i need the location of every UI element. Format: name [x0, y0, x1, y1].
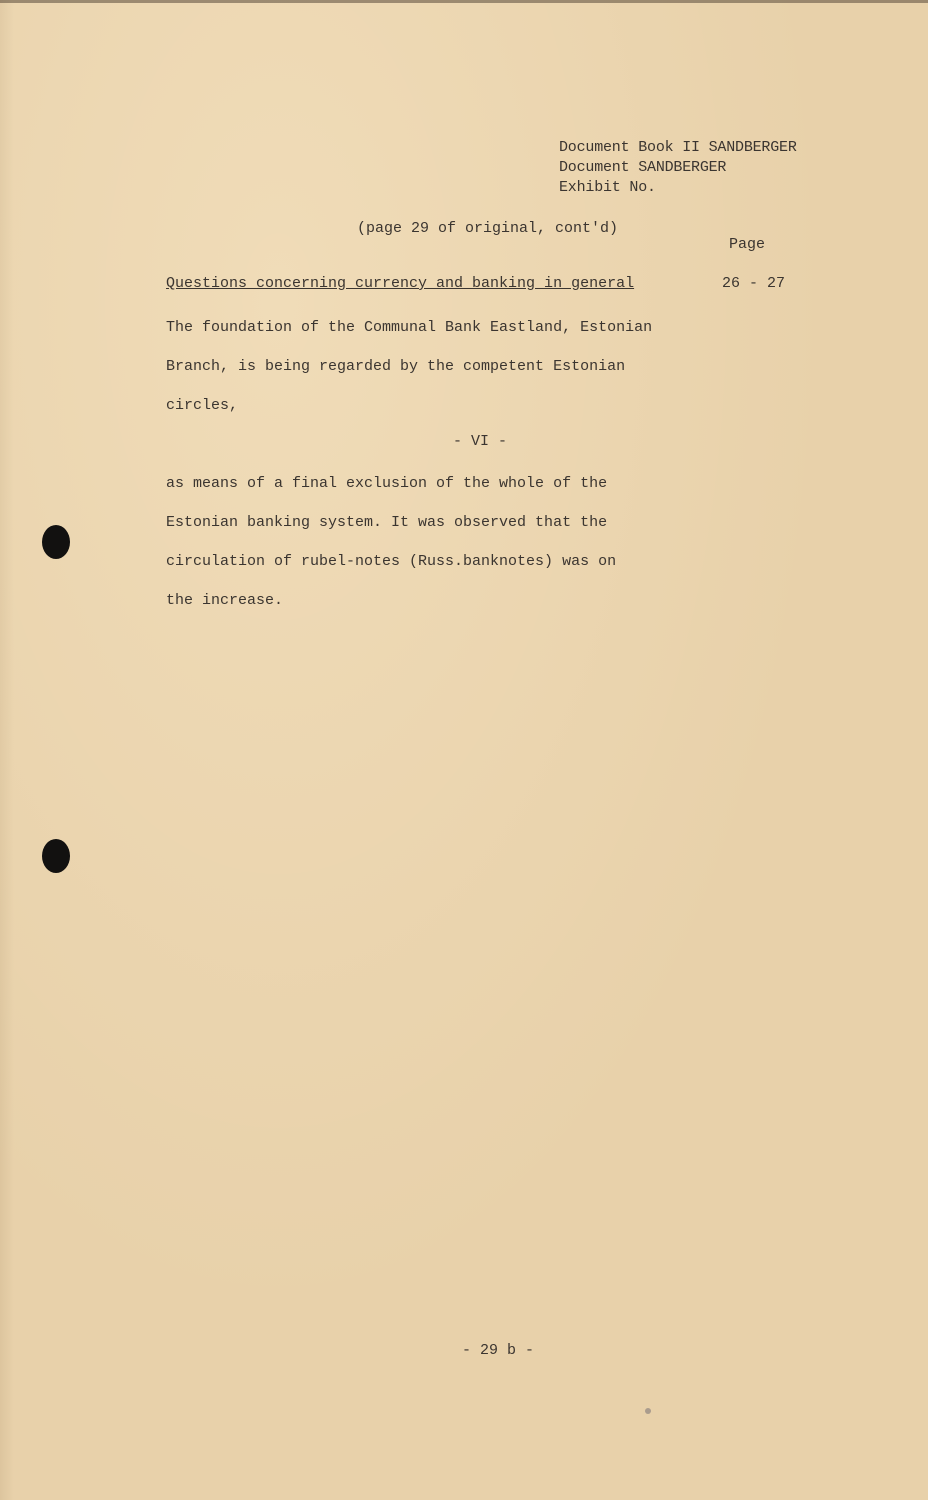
paragraph-line: Branch, is being regarded by the competent Estonian	[166, 358, 626, 375]
continuation-note: (page 29 of original, cont'd)	[357, 220, 619, 237]
paragraph-line: The foundation of the Communal Bank Eastland, Estonian	[166, 319, 653, 336]
paragraph-line: as means of a final exclusion of the whole of the	[166, 475, 608, 492]
page-top-edge	[0, 0, 928, 3]
page-column-label: Page	[729, 236, 766, 253]
paragraph-line: circulation of rubel-notes (Russ.banknotes) was on	[166, 553, 617, 570]
document-book-line: Document Book II SANDBERGER	[559, 139, 797, 156]
section-heading: Questions concerning currency and banking in general	[166, 275, 635, 292]
paragraph-line: the increase.	[166, 592, 284, 609]
document-reference-block	[559, 138, 797, 198]
paper-speck	[645, 1408, 651, 1414]
exhibit-line: Exhibit No.	[559, 179, 656, 196]
section-page-range: 26 - 27	[722, 275, 786, 292]
paragraph-line: circles,	[166, 397, 239, 414]
paragraph-line: Estonian banking system. It was observed that the	[166, 514, 608, 531]
roman-page-marker: - VI -	[453, 433, 508, 450]
punch-hole-lower	[42, 839, 70, 873]
document-line: Document SANDBERGER	[559, 159, 727, 176]
punch-hole-upper	[42, 525, 70, 559]
paragraph-second	[166, 464, 616, 620]
page-folio: - 29 b -	[462, 1342, 535, 1359]
paragraph-first	[166, 308, 652, 425]
